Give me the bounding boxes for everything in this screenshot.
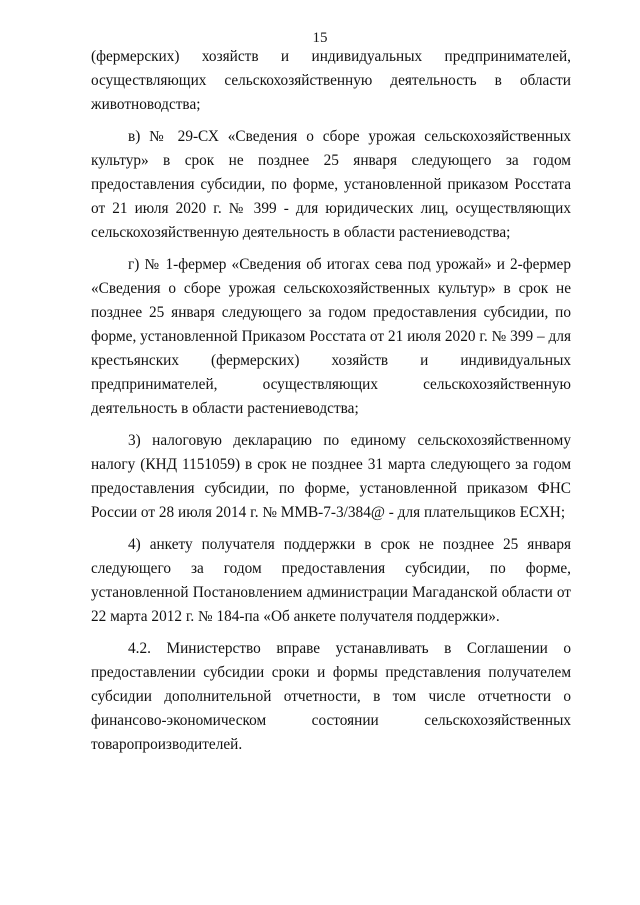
paragraph-tax-declaration: 3) налоговую декларацию по единому сельскохозяйственному налогу (КНД 1151059) в срок не позднее 31 марта следующего за годом предоставления субсидии, по форме, установленной приказом ФНС России от 28 июля 2014 г. № ММВ-7-3/384@ - для плательщиков ЕСХН; <box>91 432 571 521</box>
paragraph-recipient-questionnaire: 4) анкету получателя поддержки в срок не позднее 25 января следующего за годом предоставления субсидии, по форме, установленной Постановлением администрации Магаданской области от 22 марта 2012 г. № 184-па «Об анкете получателя поддержки». <box>91 536 571 625</box>
document-body <box>91 45 571 765</box>
paragraph-form-1-farmer: г) № 1-фермер «Сведения об итогах сева под урожай» и 2-фермер «Сведения о сборе урожая сельскохозяйственных культур» в срок не позднее 25 января следующего за годом предоставления субсидии, по форме, установленной Приказом Росстата от 21 июля 2020 г. № 399 – для крестьянских (фермерских) хозяйств и индивидуальных предпринимателей, осуществляющих сельскохозяйственную деятельность в области растениеводства; <box>91 256 571 417</box>
paragraph-livestock-continuation: (фермерских) хозяйств и индивидуальных предпринимателей, осуществляющих сельскохозяйственную деятельность в области животноводства; <box>91 48 571 113</box>
paragraph-section-4-2: 4.2. Министерство вправе устанавливать в Соглашении о предоставлении субсидии сроки и формы представления получателем субсидии дополнительной отчетности, в том числе отчетности о финансово-экономическом состоянии сельскохозяйственных товаропроизводителей. <box>91 640 571 753</box>
page-number: 15 <box>312 30 328 46</box>
paragraph-form-29-sh: в) № 29-СХ «Сведения о сборе урожая сельскохозяйственных культур» в срок не позднее 25 января следующего за годом предоставления субсидии, по форме, установленной приказом Росстата от 21 июля 2020 г. № 399 - для юридических лиц, осуществляющих сельскохозяйственную деятельность в области растениеводства; <box>91 128 571 241</box>
